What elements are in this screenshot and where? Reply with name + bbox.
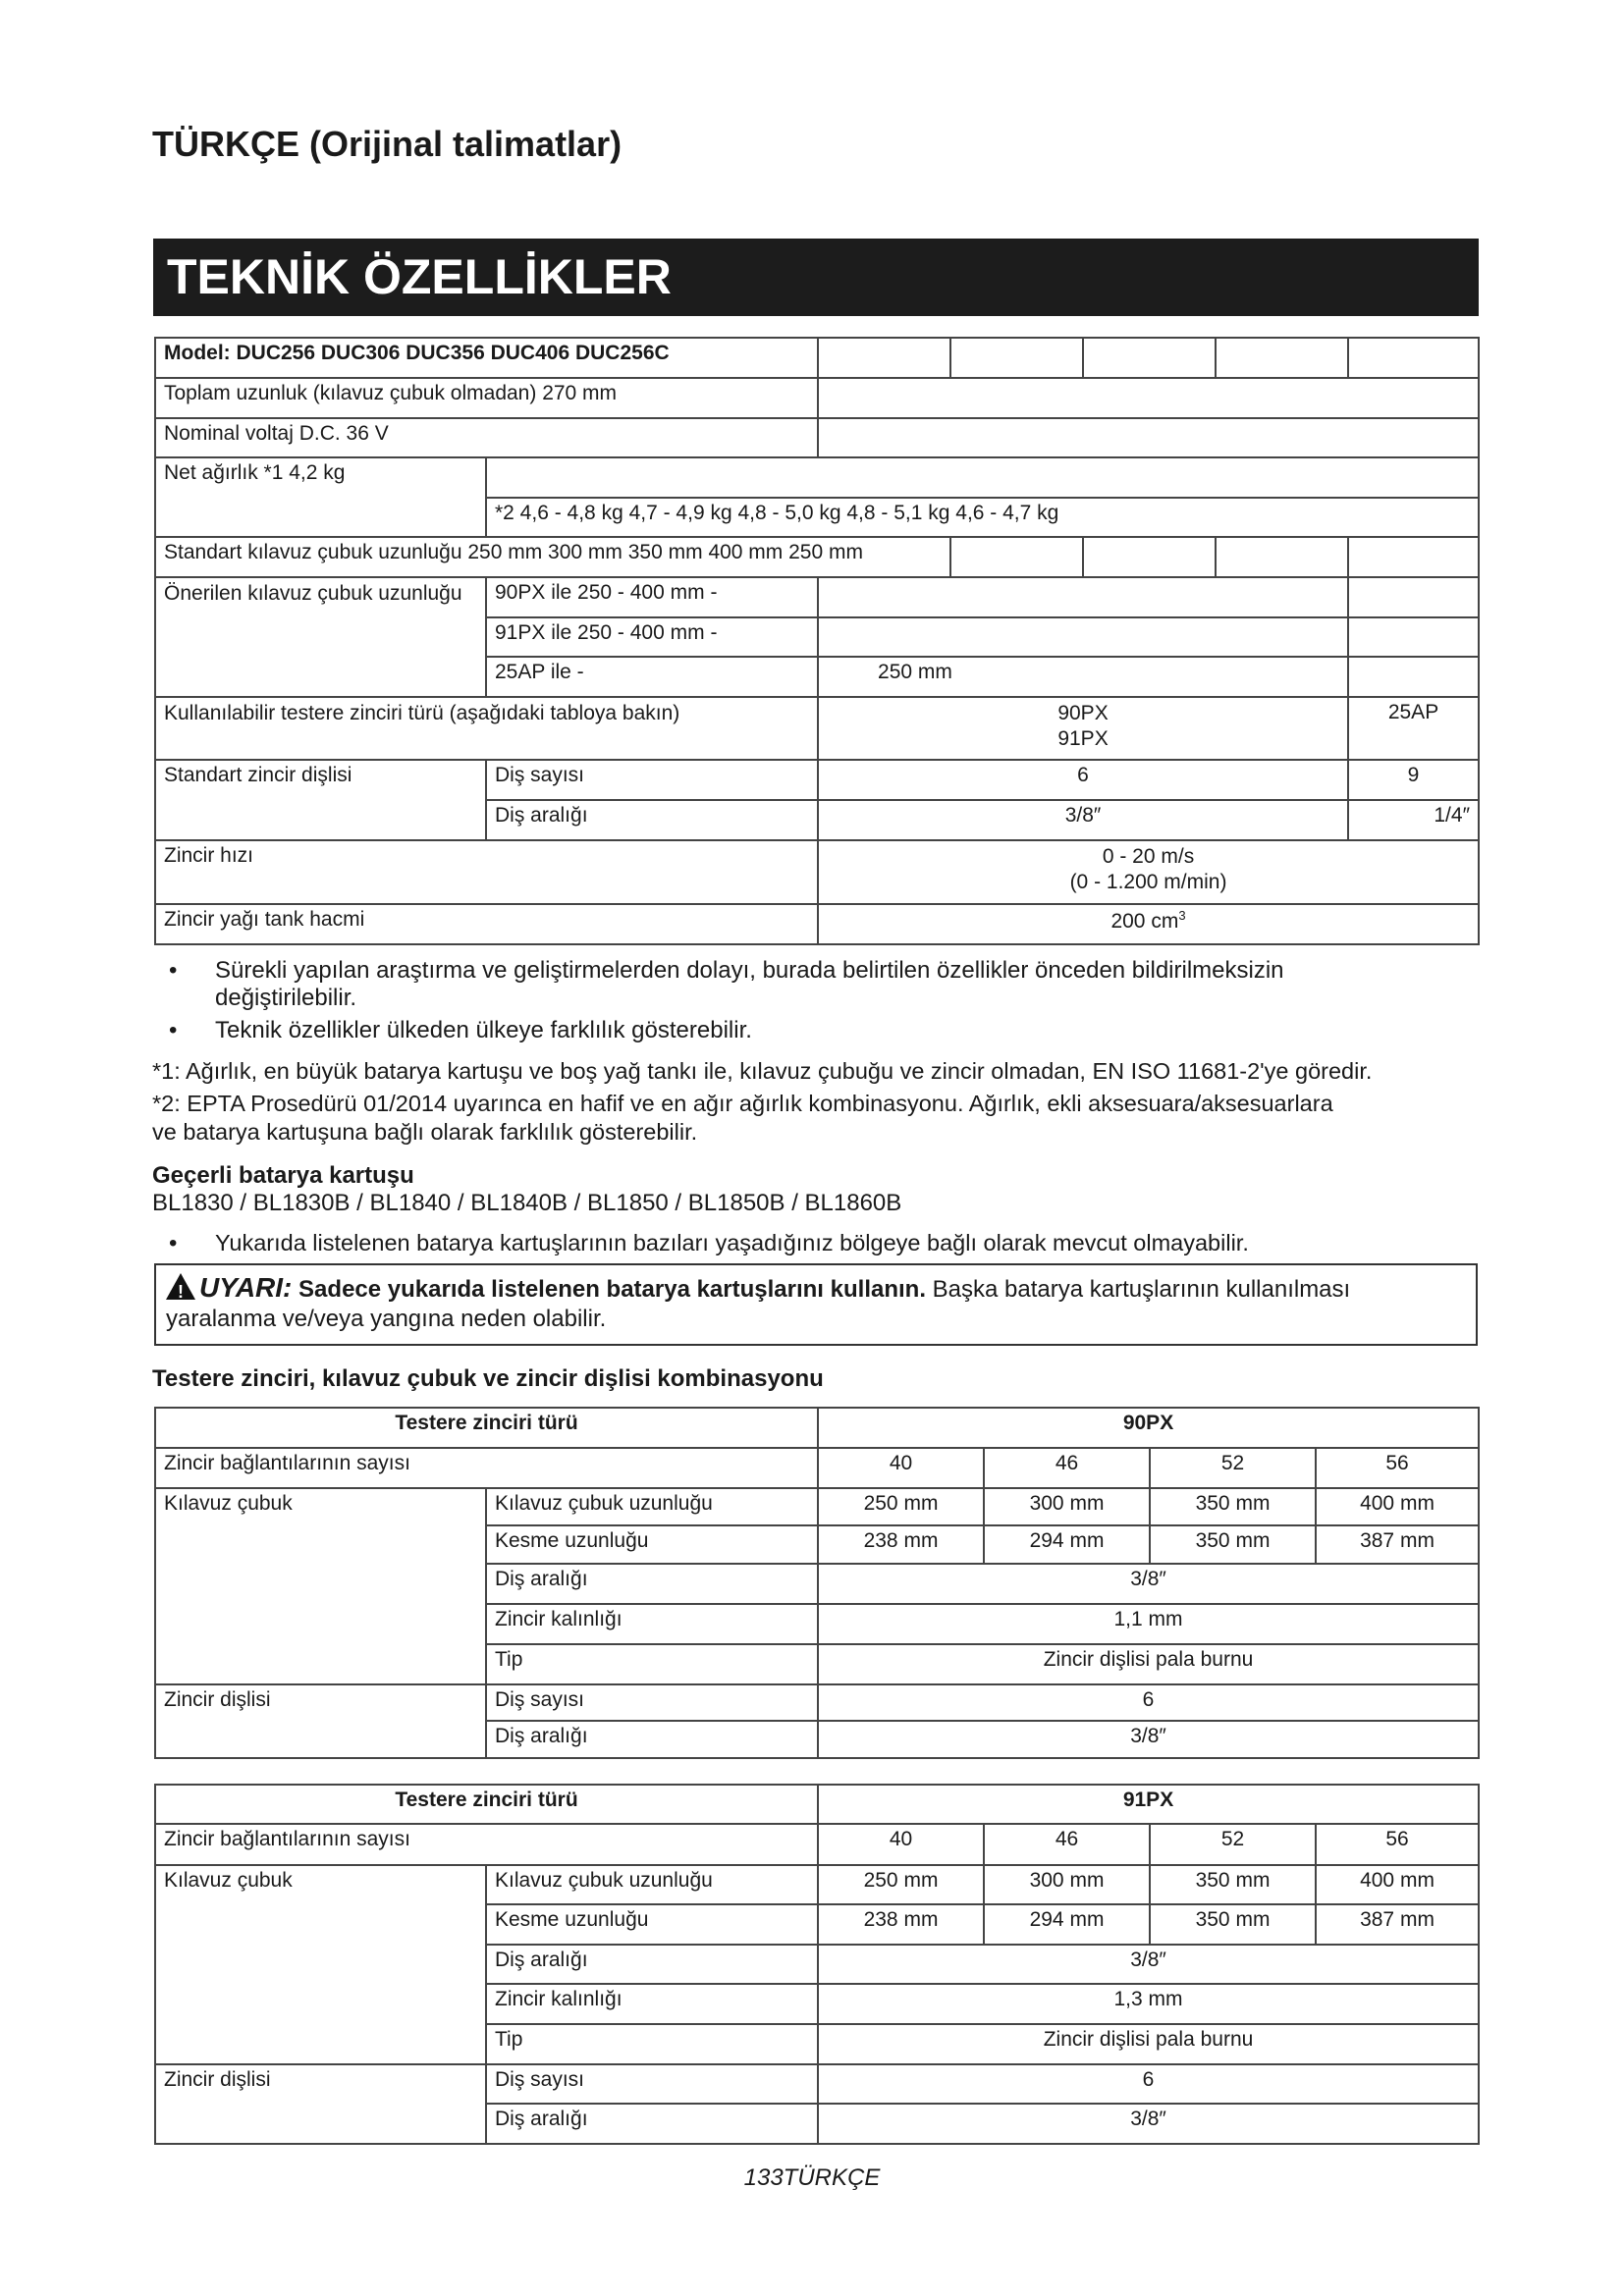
- page-number: 133TÜRKÇE: [743, 2164, 881, 2191]
- combo-tip-value: Zincir dişlisi pala burnu: [818, 1644, 1479, 1684]
- combo-links-value: 46: [984, 1448, 1150, 1488]
- footnote-2-line-2: ve batarya kartuşuna bağlı olarak farklılık gösterebilir.: [152, 1119, 698, 1145]
- combo-links-value: 52: [1150, 1448, 1316, 1488]
- spec-voltage: Nominal voltaj D.C. 36 V: [155, 418, 818, 457]
- spec-teeth-label: Diş sayısı: [486, 760, 818, 800]
- combo-thickness-label: Zincir kalınlığı: [486, 1984, 818, 2024]
- combo-bar-length-value: 400 mm: [1316, 1865, 1479, 1904]
- spec-rec-25-val: 250 mm: [818, 657, 1348, 697]
- spec-oil-val: 200 cm: [1110, 910, 1179, 933]
- combo-cut-length-value: 294 mm: [984, 1525, 1150, 1564]
- spec-length: Toplam uzunluk (kılavuz çubuk olmadan) 270 mm: [155, 378, 818, 418]
- combo-sprocket-label: Zincir dişlisi: [155, 2064, 486, 2144]
- combo-bar-length-value: 250 mm: [818, 1865, 984, 1904]
- combo-sprocket-pitch-value: 3/8″: [818, 1721, 1479, 1758]
- combo-bar-length-value: 250 mm: [818, 1488, 984, 1525]
- combo-links-value: 46: [984, 1824, 1150, 1865]
- combo-cut-length-value: 350 mm: [1150, 1525, 1316, 1564]
- spec-pitch-label: Diş aralığı: [486, 800, 818, 840]
- spec-chain-type-b: 25AP: [1348, 697, 1479, 760]
- combination-table-91px: [154, 1784, 1480, 2145]
- combo-links-value: 56: [1316, 1448, 1479, 1488]
- spec-speed-label: Zincir hızı: [155, 840, 818, 904]
- combo-links-value: 56: [1316, 1824, 1479, 1865]
- spec-net-weight: Net ağırlık *1 4,2 kg: [155, 457, 486, 537]
- combo-bar-length-label: Kılavuz çubuk uzunluğu: [486, 1865, 818, 1904]
- spec-chain-type-label: Kullanılabilir testere zinciri türü (aşağıdaki tabloya bakın): [155, 697, 818, 760]
- footnote-2-line-1: *2: EPTA Prosedürü 01/2014 uyarınca en hafif ve en ağır ağırlık kombinasyonu. Ağırlık, ekli aksesuara/aksesuarlara: [152, 1091, 1333, 1116]
- combo-guide-bar-label: Kılavuz çubuk: [155, 1488, 486, 1684]
- spec-oil-label: Zincir yağı tank hacmi: [155, 904, 818, 944]
- combo-teeth-label: Diş sayısı: [486, 2064, 818, 2104]
- spec-teeth-a: 6: [818, 760, 1348, 800]
- combo-chain-type: 90PX: [818, 1408, 1479, 1448]
- warning-icon: !: [166, 1273, 195, 1300]
- combo-teeth-value: 6: [818, 2064, 1479, 2104]
- combo-cut-length-label: Kesme uzunluğu: [486, 1904, 818, 1945]
- combo-bar-length-value: 300 mm: [984, 1865, 1150, 1904]
- combo-chain-type-label: Testere zinciri türü: [155, 1785, 818, 1824]
- combo-bar-length-value: 350 mm: [1150, 1865, 1316, 1904]
- combo-sprocket-pitch-value: 3/8″: [818, 2104, 1479, 2144]
- combo-links-value: 52: [1150, 1824, 1316, 1865]
- combo-teeth-label: Diş sayısı: [486, 1684, 818, 1721]
- note-bullet-1-line-2: değiştirilebilir.: [215, 985, 357, 1011]
- combo-links-value: 40: [818, 1824, 984, 1865]
- warning-text: Başka batarya kartuşlarının kullanılması: [926, 1276, 1351, 1303]
- combo-cut-length-value: 350 mm: [1150, 1904, 1316, 1945]
- spec-weight-epta: *2 4,6 - 4,8 kg 4,7 - 4,9 kg 4,8 - 5,0 kg 4,8 - 5,1 kg 4,6 - 4,7 kg: [486, 498, 1479, 537]
- combo-thickness-value: 1,3 mm: [818, 1984, 1479, 2024]
- combo-tip-label: Tip: [486, 1644, 818, 1684]
- page-language-title: TÜRKÇE (Orijinal talimatlar): [152, 124, 623, 164]
- combo-links-label: Zincir bağlantılarının sayısı: [155, 1824, 818, 1865]
- combo-thickness-value: 1,1 mm: [818, 1604, 1479, 1644]
- combo-sprocket-label: Zincir dişlisi: [155, 1684, 486, 1758]
- spec-rec-90: 90PX ile 250 - 400 mm -: [486, 577, 818, 617]
- spec-model: Model: DUC256 DUC306 DUC356 DUC406 DUC256C: [155, 338, 818, 378]
- spec-chain-type-a: 90PX 91PX: [818, 697, 1348, 760]
- combo-pitch-label: Diş aralığı: [486, 1945, 818, 1984]
- spec-teeth-b: 9: [1348, 760, 1479, 800]
- spec-pitch-b: 1/4″: [1348, 800, 1479, 840]
- combo-cut-length-value: 387 mm: [1316, 1904, 1479, 1945]
- combo-guide-bar-label: Kılavuz çubuk: [155, 1865, 486, 2064]
- spec-rec-bar-label: Önerilen kılavuz çubuk uzunluğu: [155, 577, 486, 697]
- combo-chain-type-label: Testere zinciri türü: [155, 1408, 818, 1448]
- footnote-1: *1: Ağırlık, en büyük batarya kartuşu ve boş yağ tankı ile, kılavuz çubuğu ve zincir olmadan, EN ISO 11681-2'ye göredir.: [152, 1058, 1373, 1084]
- spec-pitch-a: 3/8″: [818, 800, 1348, 840]
- combo-teeth-value: 6: [818, 1684, 1479, 1721]
- combo-tip-label: Tip: [486, 2024, 818, 2064]
- note-bullet-1-line-1: Sürekli yapılan araştırma ve geliştirmelerden dolayı, burada belirtilen özellikler önceden bildirilmeksizin: [215, 957, 1284, 984]
- spec-rec-91: 91PX ile 250 - 400 mm -: [486, 617, 818, 657]
- bullet-dot: •: [169, 957, 178, 984]
- battery-heading: Geçerli batarya kartuşu: [152, 1162, 414, 1189]
- spec-std-bar: Standart kılavuz çubuk uzunluğu 250 mm 300 mm 350 mm 400 mm 250 mm: [155, 537, 950, 577]
- spec-oil-sup: 3: [1178, 908, 1186, 923]
- combo-cut-length-value: 238 mm: [818, 1525, 984, 1564]
- warning-label: UYARI:: [199, 1272, 293, 1303]
- combo-pitch-label: Diş aralığı: [486, 1564, 818, 1604]
- spec-sprocket-label: Standart zincir dişlisi: [155, 760, 486, 840]
- combo-tip-value: Zincir dişlisi pala burnu: [818, 2024, 1479, 2064]
- bullet-dot: •: [169, 1230, 178, 1256]
- warning-bold-text: Sadece yukarıda listelenen batarya kartuşlarını kullanın.: [298, 1276, 926, 1303]
- combo-cut-length-label: Kesme uzunluğu: [486, 1525, 818, 1564]
- combination-table-90px: [154, 1407, 1480, 1759]
- combo-links-value: 40: [818, 1448, 984, 1488]
- battery-list: BL1830 / BL1830B / BL1840 / BL1840B / BL1850 / BL1850B / BL1860B: [152, 1190, 902, 1216]
- warning-text-line-2: yaralanma ve/veya yangına neden olabilir.: [166, 1306, 607, 1332]
- bullet-dot: •: [169, 1017, 178, 1043]
- combo-bar-length-value: 350 mm: [1150, 1488, 1316, 1525]
- combo-cut-length-value: 238 mm: [818, 1904, 984, 1945]
- combo-cut-length-value: 387 mm: [1316, 1525, 1479, 1564]
- spec-speed-val: 0 - 20 m/s (0 - 1.200 m/min): [818, 840, 1479, 904]
- spec-oil-cell: [818, 904, 1479, 944]
- combo-sprocket-pitch-label: Diş aralığı: [486, 1721, 818, 1758]
- combo-bar-length-value: 300 mm: [984, 1488, 1150, 1525]
- combo-pitch-value: 3/8″: [818, 1945, 1479, 1984]
- combo-bar-length-label: Kılavuz çubuk uzunluğu: [486, 1488, 818, 1525]
- section-title: TEKNİK ÖZELLİKLER: [153, 239, 1479, 316]
- spec-table: [154, 337, 1480, 945]
- combination-heading: Testere zinciri, kılavuz çubuk ve zincir dişlisi kombinasyonu: [152, 1365, 824, 1392]
- combo-links-label: Zincir bağlantılarının sayısı: [155, 1448, 818, 1488]
- combo-cut-length-value: 294 mm: [984, 1904, 1150, 1945]
- note-bullet-2: Teknik özellikler ülkeden ülkeye farklılık gösterebilir.: [215, 1017, 752, 1043]
- warning-box: [154, 1263, 1478, 1346]
- combo-sprocket-pitch-label: Diş aralığı: [486, 2104, 818, 2144]
- combo-pitch-value: 3/8″: [818, 1564, 1479, 1604]
- spec-rec-25: 25AP ile -: [486, 657, 818, 697]
- combo-thickness-label: Zincir kalınlığı: [486, 1604, 818, 1644]
- note-bullet-3: Yukarıda listelenen batarya kartuşlarının bazıları yaşadığınız bölgeye bağlı olarak mevcut olmayabilir.: [215, 1230, 1249, 1255]
- combo-chain-type: 91PX: [818, 1785, 1479, 1824]
- combo-bar-length-value: 400 mm: [1316, 1488, 1479, 1525]
